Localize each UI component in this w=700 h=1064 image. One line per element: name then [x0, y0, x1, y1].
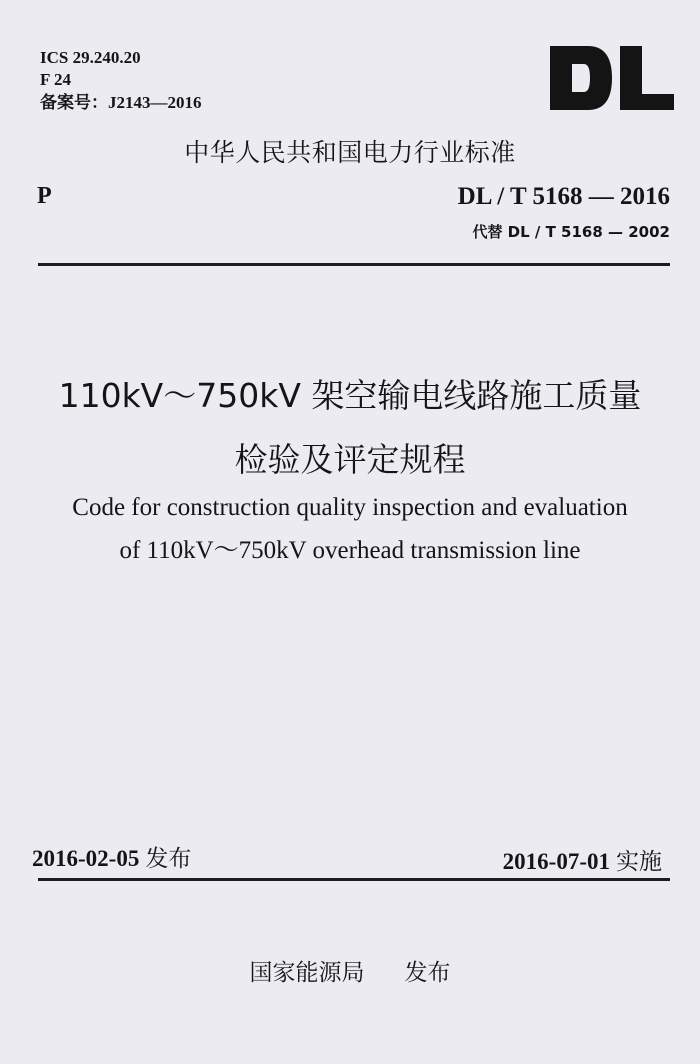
title-en-line2: of 110kV～750kV overhead transmission line	[119, 537, 581, 564]
title-en-line1: Code for construction quality inspection and evaluation	[72, 494, 628, 521]
publisher-line	[0, 954, 700, 987]
record-number: 备案号：J2143—2016	[40, 93, 202, 112]
publisher-name: 国家能源局	[249, 960, 365, 986]
implementation-date-block	[503, 843, 662, 876]
issue-date-block	[32, 840, 191, 873]
implementation-date: 2016-07-01	[502, 849, 610, 874]
implementation-label: 实施	[616, 849, 662, 875]
bottom-divider	[38, 878, 670, 881]
replaces-standard: 代替 DL / T 5168 — 2002	[472, 223, 670, 241]
publish-label: 发布	[404, 960, 451, 986]
industry-standard-heading: 中华人民共和国电力行业标准	[184, 138, 516, 167]
title-zh-line1: 110kV～750kV 架空输电线路施工质量	[58, 376, 642, 415]
issue-label: 发布	[145, 846, 192, 872]
ics-code: ICS 29.240.20	[40, 48, 141, 67]
category-code: P	[37, 183, 52, 209]
title-zh-line2: 检验及评定规程	[234, 440, 466, 479]
ccs-code: F 24	[40, 70, 72, 89]
top-divider	[38, 263, 670, 266]
issue-date: 2016-02-05	[32, 846, 140, 871]
standard-number: DL / T 5168 — 2016	[457, 183, 670, 210]
dl-logo	[548, 42, 676, 114]
